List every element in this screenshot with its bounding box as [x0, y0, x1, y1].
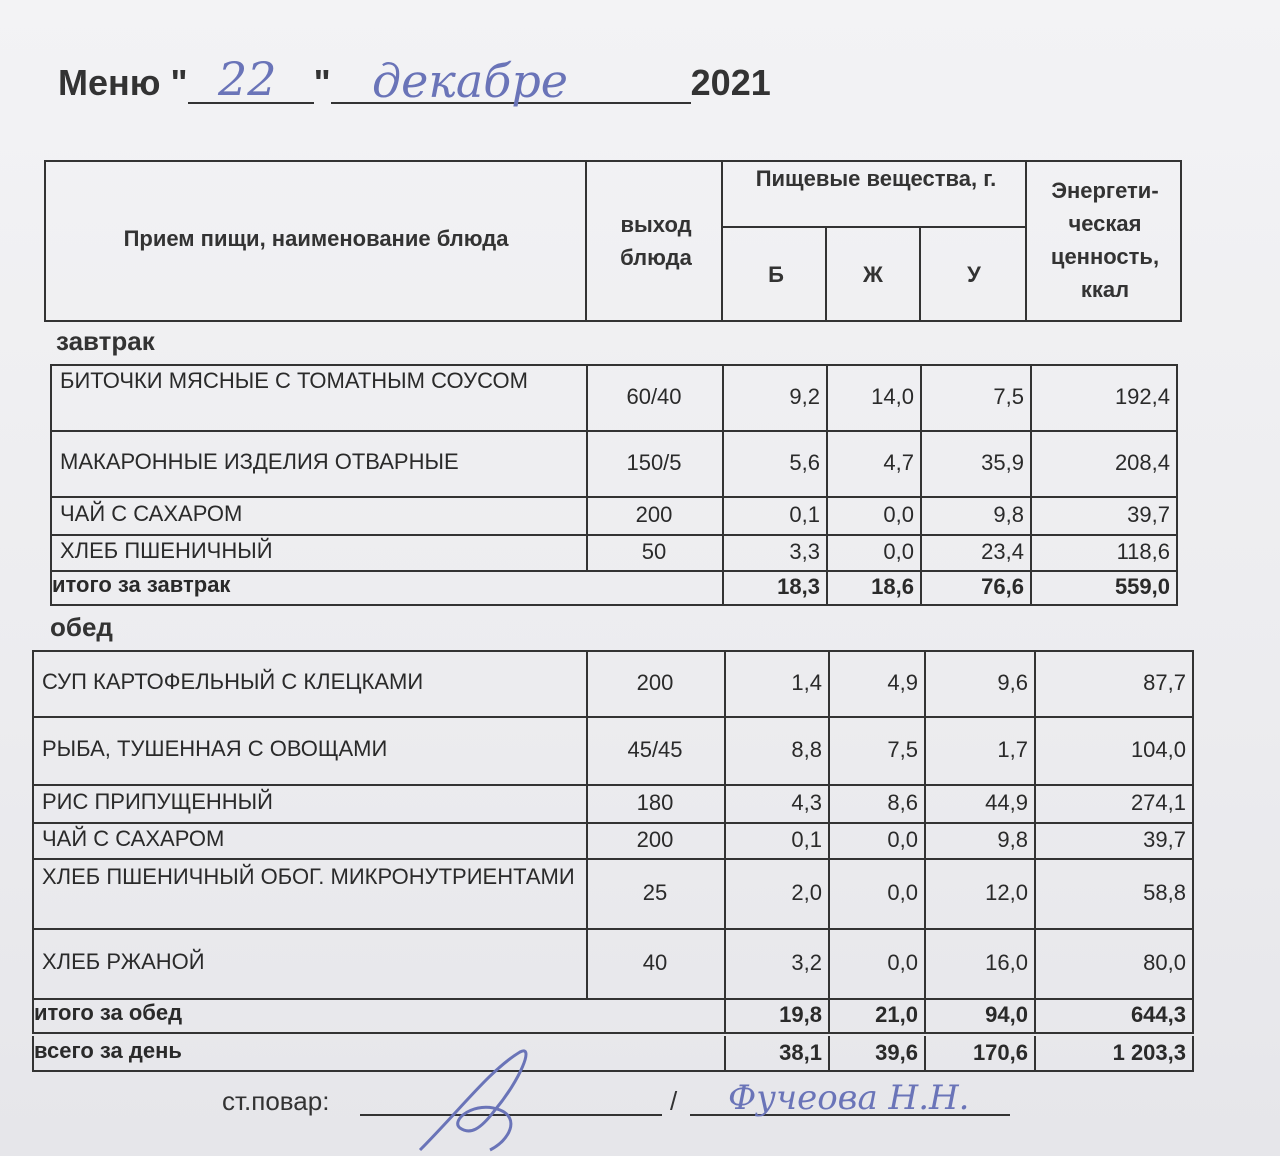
handwritten-month: декабре — [372, 54, 569, 108]
total-kcal: 1 203,3 — [1112, 1040, 1186, 1065]
handwritten-signature — [400, 1040, 560, 1156]
total-row — [50, 570, 1178, 606]
dish-yield: 50 — [641, 539, 667, 564]
value-u: 7,5 — [993, 384, 1024, 409]
value-kcal: 39,7 — [1143, 827, 1186, 852]
dish-name: ЧАЙ С САХАРОМ — [42, 826, 225, 851]
value-zh: 0,0 — [887, 827, 918, 852]
dish-name: СУП КАРТОФЕЛЬНЫЙ С КЛЕЦКАМИ — [42, 669, 424, 694]
total-u: 76,6 — [981, 574, 1024, 599]
value-kcal: 208,4 — [1114, 450, 1170, 475]
value-zh: 8,6 — [887, 790, 918, 815]
value-b: 4,3 — [791, 790, 822, 815]
value-zh: 7,5 — [887, 737, 918, 762]
table-row — [32, 650, 1194, 718]
value-kcal: 104,0 — [1130, 737, 1186, 762]
value-zh: 4,9 — [887, 670, 918, 695]
value-zh: 4,7 — [883, 450, 914, 475]
header-yield: выход блюда — [620, 212, 692, 270]
table-row — [50, 364, 1178, 432]
value-kcal: 87,7 — [1143, 670, 1186, 695]
value-kcal: 192,4 — [1114, 384, 1170, 409]
total-b: 18,3 — [777, 574, 820, 599]
value-u: 9,8 — [993, 502, 1024, 527]
total-zh: 18,6 — [871, 574, 914, 599]
handwritten-day: 22 — [218, 52, 277, 106]
value-b: 0,1 — [789, 502, 820, 527]
value-u: 23,4 — [981, 539, 1024, 564]
table-row — [50, 534, 1178, 572]
header-u: У — [967, 262, 981, 287]
value-u: 35,9 — [981, 450, 1024, 475]
total-b: 19,8 — [779, 1002, 822, 1027]
dish-yield: 200 — [636, 827, 674, 852]
dish-yield: 180 — [636, 790, 674, 815]
total-kcal: 644,3 — [1130, 1002, 1186, 1027]
divider — [721, 226, 1025, 228]
handwritten-chef-name: Фучеова Н.Н. — [728, 1078, 970, 1118]
header-b: Б — [768, 262, 784, 287]
header-zh: Ж — [863, 262, 883, 287]
header-energy: Энергети-ческая ценность, ккал — [1050, 178, 1160, 302]
dish-name: МАКАРОННЫЕ ИЗДЕЛИЯ ОТВАРНЫЕ — [60, 449, 459, 474]
table-row — [32, 822, 1194, 860]
value-b: 3,3 — [789, 539, 820, 564]
total-row — [32, 998, 1194, 1034]
value-u: 9,8 — [997, 827, 1028, 852]
table-row — [32, 784, 1194, 824]
table-row — [50, 496, 1178, 536]
total-zh: 21,0 — [875, 1002, 918, 1027]
dish-yield: 40 — [642, 950, 668, 975]
section-breakfast: завтрак — [56, 326, 155, 356]
dish-yield: 25 — [642, 880, 668, 905]
value-b: 9,2 — [789, 384, 820, 409]
divider — [721, 162, 723, 322]
value-b: 2,0 — [791, 880, 822, 905]
dish-name: РИС ПРИПУЩЕННЫЙ — [42, 789, 273, 814]
value-kcal: 118,6 — [1116, 539, 1170, 564]
value-kcal: 58,8 — [1143, 880, 1186, 905]
header-nutrients: Пищевые вещества, г. — [755, 166, 997, 191]
total-zh: 39,6 — [875, 1040, 918, 1065]
total-row — [32, 1036, 1194, 1072]
value-b: 0,1 — [791, 827, 822, 852]
value-u: 12,0 — [985, 880, 1028, 905]
dish-name: ХЛЕБ ПШЕНИЧНЫЙ — [60, 538, 273, 563]
total-b: 38,1 — [779, 1040, 822, 1065]
value-kcal: 39,7 — [1127, 502, 1170, 527]
value-zh: 0,0 — [883, 502, 914, 527]
value-zh: 0,0 — [887, 950, 918, 975]
value-b: 3,2 — [791, 950, 822, 975]
total-label: всего за день — [34, 1038, 182, 1063]
value-u: 1,7 — [997, 737, 1028, 762]
total-label: итого за обед — [34, 1000, 183, 1025]
divider — [585, 162, 587, 322]
chef-label: ст.повар: — [222, 1086, 330, 1116]
header-name: Прием пищи, наименование блюда — [123, 226, 509, 251]
dish-yield: 45/45 — [627, 737, 683, 762]
dish-name: ХЛЕБ ПШЕНИЧНЫЙ ОБОГ. МИКРОНУТРИЕНТАМИ — [42, 864, 575, 889]
value-u: 44,9 — [985, 790, 1028, 815]
value-u: 9,6 — [997, 670, 1028, 695]
dish-name: БИТОЧКИ МЯСНЫЕ С ТОМАТНЫМ СОУСОМ — [60, 368, 528, 393]
total-u: 94,0 — [985, 1002, 1028, 1027]
table-row — [32, 928, 1194, 1000]
title-prefix: Меню " — [58, 62, 188, 103]
table-header — [44, 160, 1182, 322]
value-b: 8,8 — [791, 737, 822, 762]
dish-name: ЧАЙ С САХАРОМ — [60, 501, 243, 526]
dish-name: ХЛЕБ РЖАНОЙ — [42, 949, 205, 974]
value-b: 5,6 — [789, 450, 820, 475]
total-label: итого за завтрак — [52, 572, 231, 597]
dish-yield: 200 — [635, 502, 673, 527]
dish-name: РЫБА, ТУШЕННАЯ С ОВОЩАМИ — [42, 736, 388, 761]
table-row — [32, 716, 1194, 786]
dish-yield: 200 — [636, 670, 674, 695]
signature-separator: / — [670, 1086, 678, 1116]
title-year: 2021 — [690, 62, 771, 103]
value-kcal: 274,1 — [1130, 790, 1186, 815]
dish-yield: 60/40 — [626, 384, 682, 409]
dish-yield: 150/5 — [626, 450, 682, 475]
value-u: 16,0 — [985, 950, 1028, 975]
total-kcal: 559,0 — [1114, 574, 1170, 599]
value-zh: 14,0 — [871, 384, 914, 409]
value-zh: 0,0 — [883, 539, 914, 564]
table-row — [50, 430, 1178, 498]
section-lunch: обед — [50, 612, 113, 642]
value-kcal: 80,0 — [1143, 950, 1186, 975]
table-row — [32, 858, 1194, 930]
value-b: 1,4 — [791, 670, 822, 695]
title-mid: " — [313, 62, 331, 103]
total-u: 170,6 — [972, 1040, 1028, 1065]
value-zh: 0,0 — [887, 880, 918, 905]
